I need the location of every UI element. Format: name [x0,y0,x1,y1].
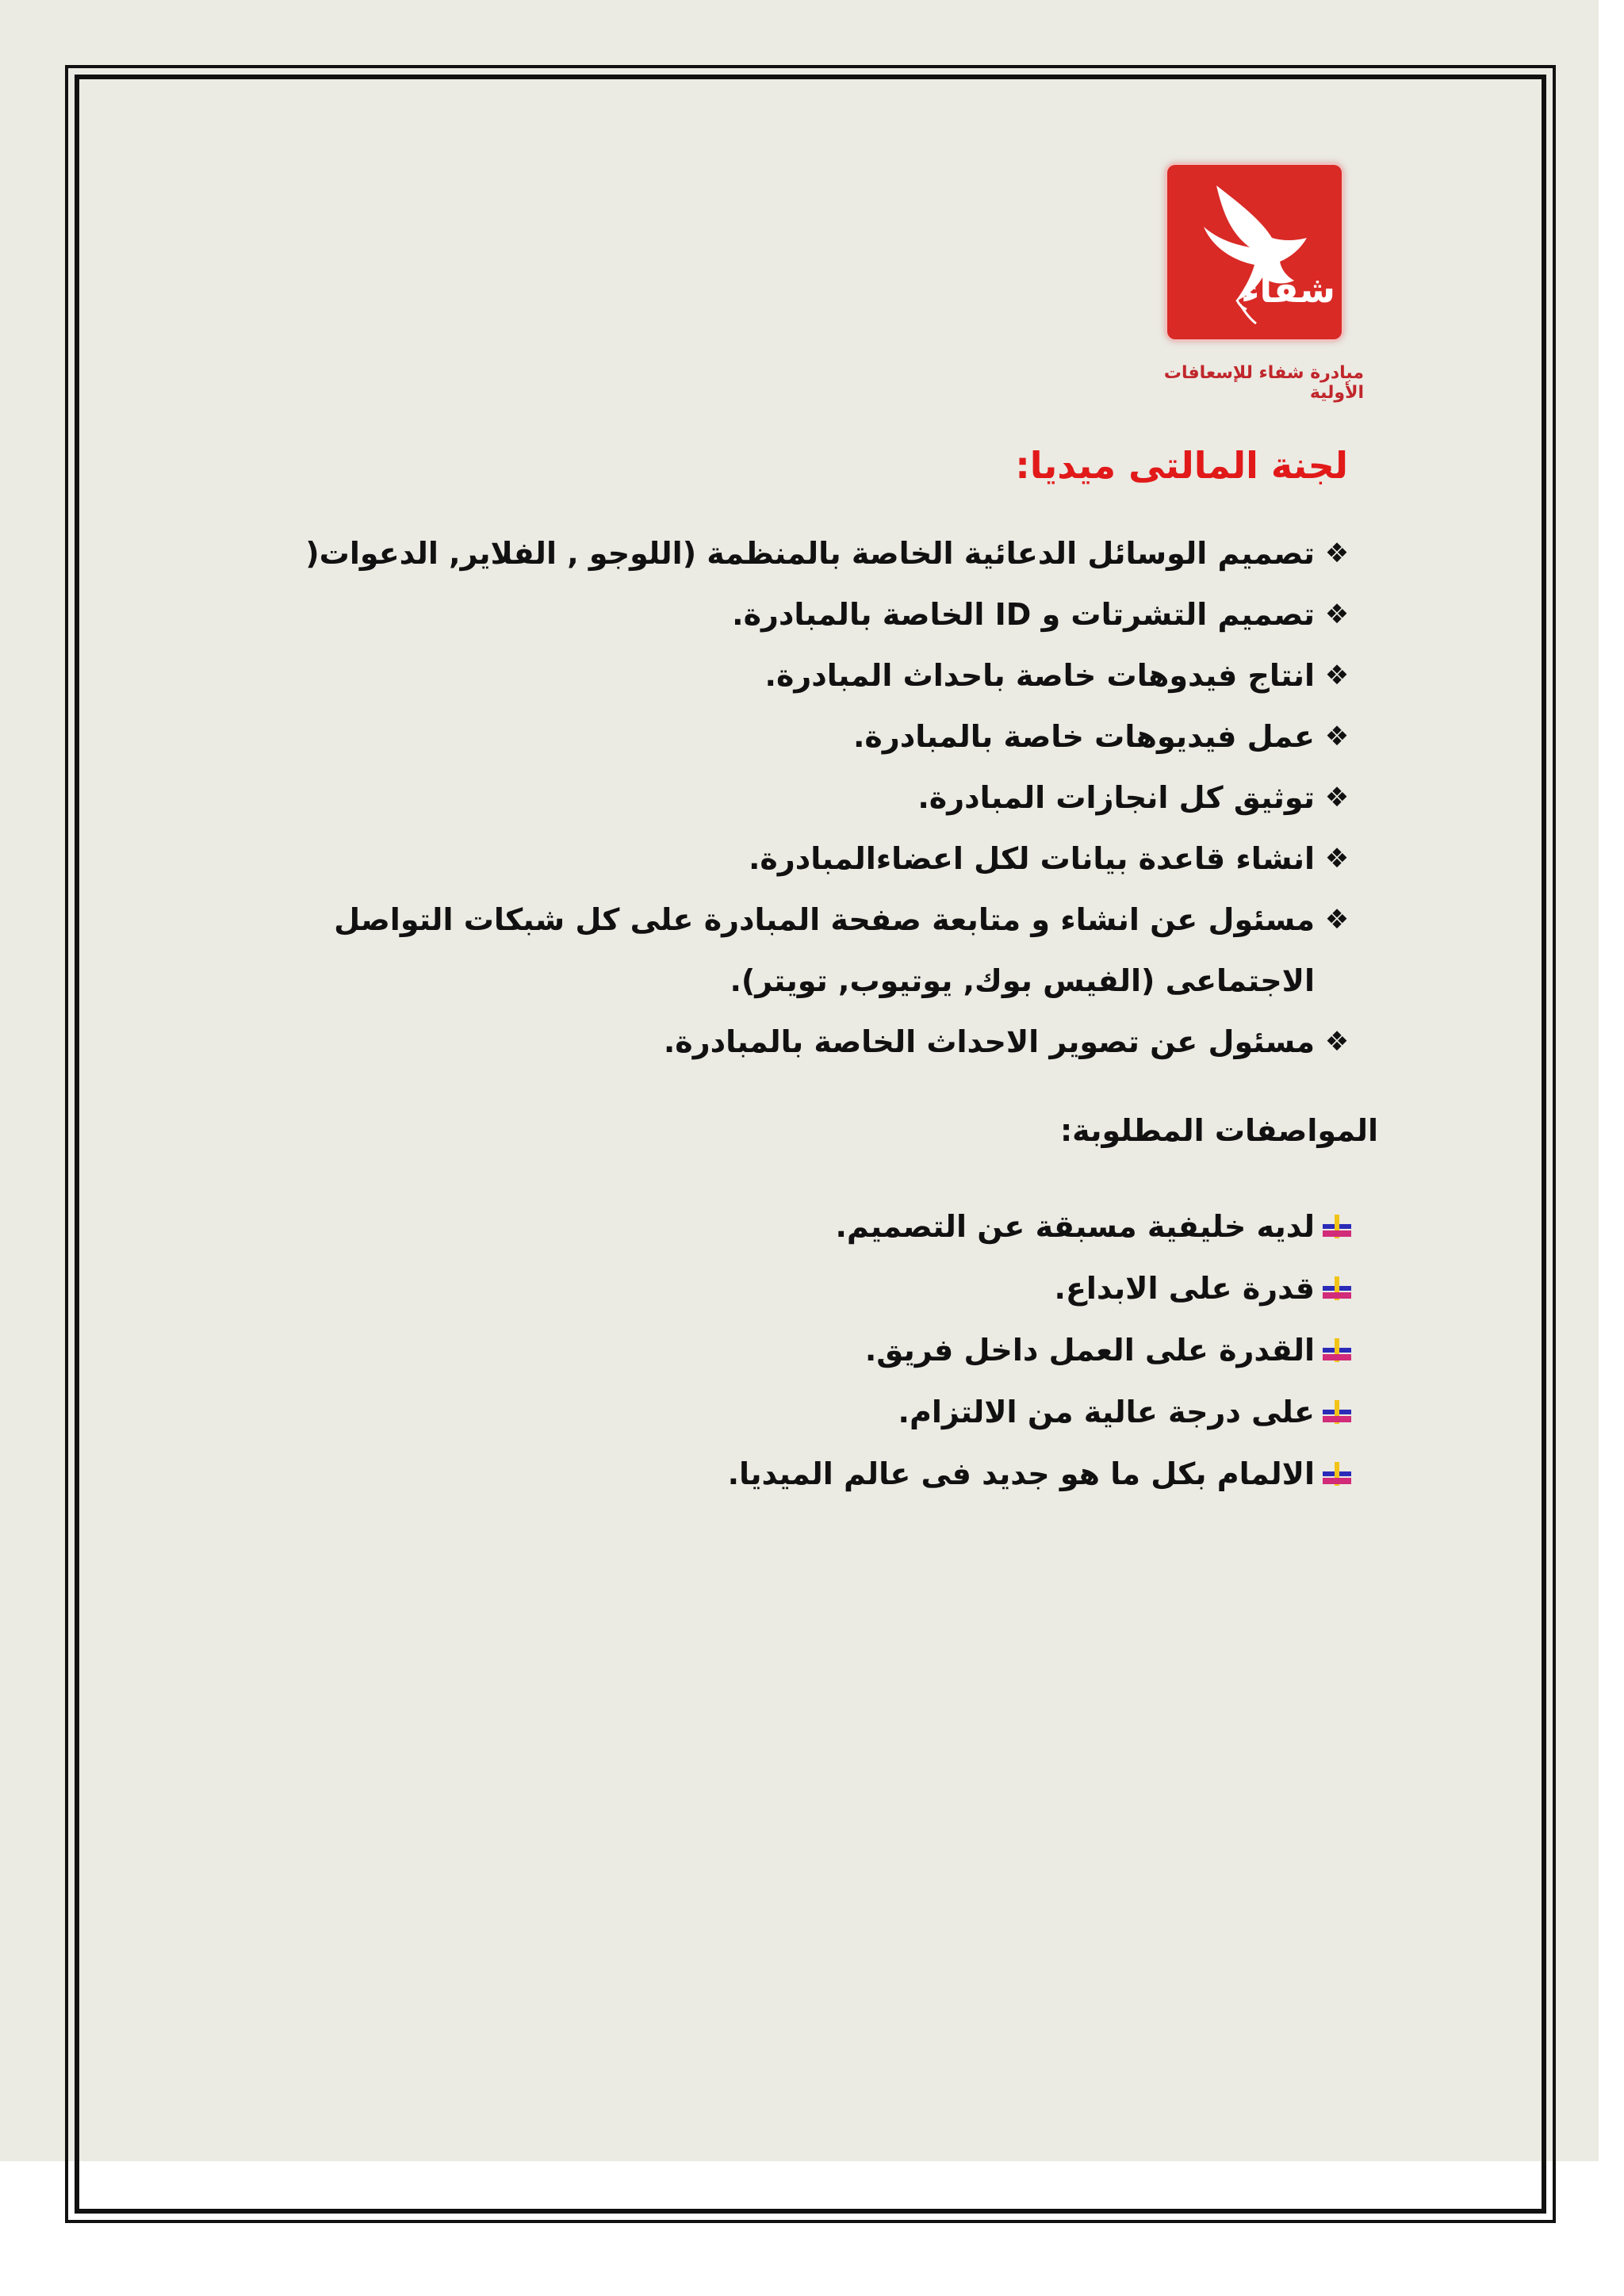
list-item [728,1196,1354,1257]
list-item-text: لديه خليفية مسبقة عن التصميم. [835,1209,1315,1244]
diamond-bullet-icon: ❖ [1324,843,1350,874]
diamond-bullet-icon: ❖ [1324,1026,1350,1058]
diamond-bullet-icon: ❖ [1324,904,1350,936]
logo-caption: مبادرة شفاء للإسعافات الأولية [1163,363,1364,403]
list-item-text: قدرة على الابداع. [1054,1271,1315,1306]
list-item [305,706,1354,767]
four-way-arrow-icon [1320,1213,1354,1240]
four-way-arrow-icon [1320,1399,1354,1425]
shifaa-logo [1167,165,1342,339]
list-item-text: القدرة على العمل داخل فريق. [864,1333,1315,1368]
list-item-text: على درجة عالية من الالتزام. [898,1395,1315,1429]
diamond-bullet-icon: ❖ [1324,721,1350,752]
list-item [305,523,1354,584]
list-item [305,828,1354,890]
list-item-text: انشاء قاعدة بيانات لكل اعضاءالمبادرة. [748,841,1315,876]
list-item-text [334,890,1315,1012]
list-item-text: تصميم الوسائل الدعائية الخاصة بالمنظمة (اللوجو , الفلاير, الدعوات( [305,536,1315,571]
list-item [728,1257,1354,1319]
list-item-text: توثيق كل انجازات المبادرة. [917,780,1315,815]
qualifications-heading: المواصفات المطلوبة: [1059,1113,1378,1148]
qualifications-list [728,1196,1354,1505]
list-item [728,1381,1354,1443]
list-item [305,584,1354,645]
four-way-arrow-icon [1320,1275,1354,1302]
list-item-text: تصميم التشرتات و ID الخاصة بالمبادرة. [732,597,1315,632]
list-item [305,645,1354,706]
diamond-bullet-icon: ❖ [1324,599,1350,630]
list-item-line: مسئول عن انشاء و متابعة صفحة المبادرة على كل شبكات التواصل [334,902,1315,937]
list-item-text: عمل فيديوهات خاصة بالمبادرة. [852,719,1315,754]
diamond-bullet-icon: ❖ [1324,660,1350,691]
list-item-text: انتاج فيدوهات خاصة باحداث المبادرة. [764,658,1315,693]
list-item-continuation: الاجتماعى (الفيس بوك, يوتيوب, تويتر). [730,963,1315,998]
list-item [305,890,1354,1012]
diamond-bullet-icon: ❖ [1324,782,1350,813]
page-title: لجنة المالتى ميديا: [1015,444,1348,487]
list-item [728,1443,1354,1505]
dove-icon [1167,165,1342,339]
duties-list [305,523,1354,1073]
list-item [305,1012,1354,1073]
list-item-text: الالمام بكل ما هو جديد فى عالم الميديا. [727,1456,1315,1491]
four-way-arrow-icon [1320,1460,1354,1487]
diamond-bullet-icon: ❖ [1324,538,1350,569]
list-item [305,767,1354,828]
list-item-text: مسئول عن تصوير الاحداث الخاصة بالمبادرة. [663,1024,1315,1059]
logo-name: شفاء [1240,268,1335,311]
list-item [728,1319,1354,1381]
four-way-arrow-icon [1320,1337,1354,1364]
